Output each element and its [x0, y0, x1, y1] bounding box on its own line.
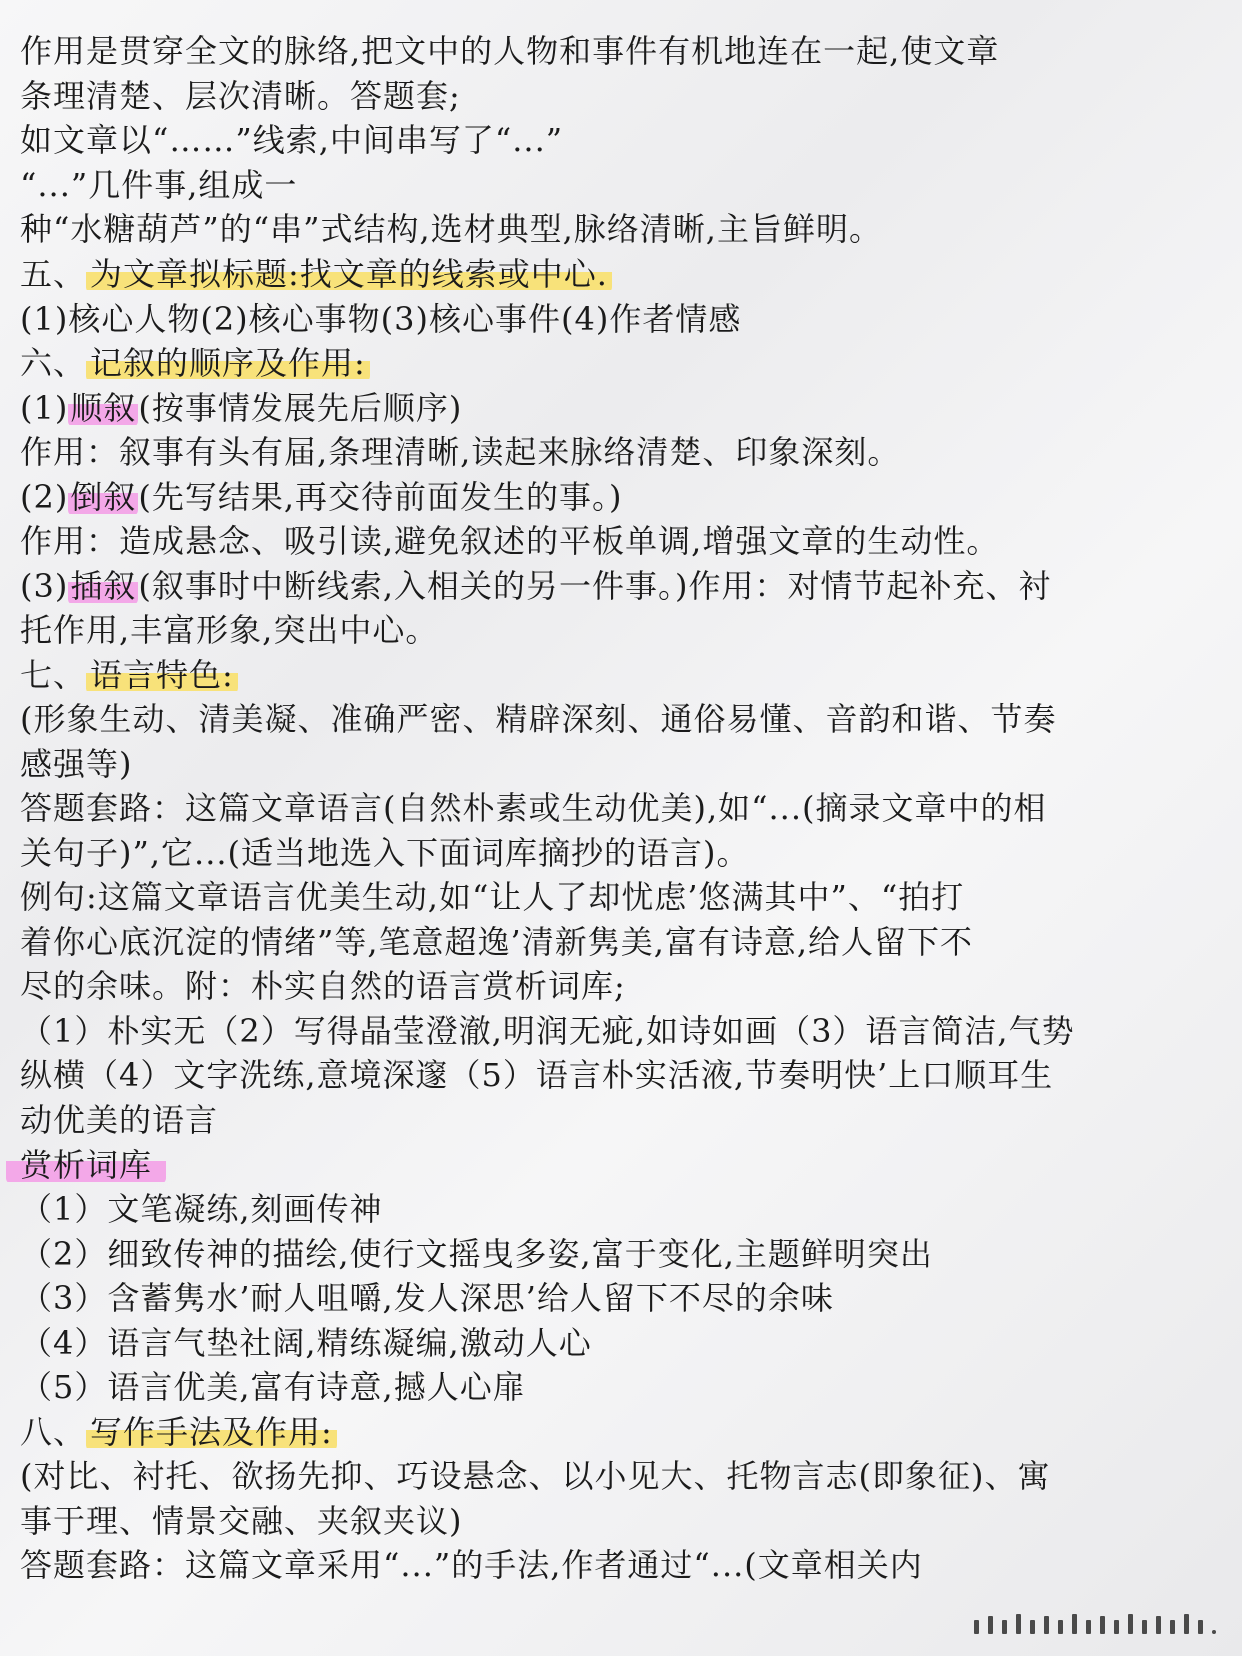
highlighted-term: 顺叙	[70, 389, 137, 427]
text-line: 作用：叙事有头有届,条理清晰,读起来脉络清楚、印象深刻。	[20, 433, 901, 471]
list-item: （4）语言气垫社阔,精练凝编,激动人心	[20, 1324, 592, 1362]
text-line: 答题套路：这篇文章采用“...”的手法,作者通过“...(文章相关内	[20, 1546, 923, 1584]
list-item: （1）文笔凝练,刻画传神	[20, 1190, 383, 1228]
section-heading-5	[20, 252, 612, 296]
heading-number: 六、	[20, 344, 87, 382]
section-heading-8	[20, 1410, 337, 1454]
item-text: (叙事时中断线索,入相关的另一件事。)作用：对情节起补充、衬	[138, 567, 1052, 605]
list-item-shunxu	[20, 386, 462, 430]
highlighted-heading: 记叙的顺序及作用:	[86, 344, 370, 382]
heading-number: 八、	[20, 1413, 87, 1451]
item-text: (按事情发展先后顺序)	[138, 389, 463, 427]
text-line: 尽的余味。附：朴实自然的语言赏析词库;	[20, 967, 626, 1005]
text-line: 作用：造成悬念、吸引读,避免叙述的平板单调,增强文章的生动性。	[20, 522, 1000, 560]
text-line: (1)核心人物(2)核心事物(3)核心事件(4)作者情感	[20, 300, 742, 338]
text-line: （1）朴实无（2）写得晶莹澄澈,明润无疵,如诗如画（3）语言简洁,气势	[20, 1012, 1075, 1050]
text-line: 纵横（4）文字洗练,意境深邃（5）语言朴实活液,节奏明快’上口顺耳生	[20, 1056, 1054, 1094]
text-line: 着你心底沉淀的情绪”等,笔意超逸’清新隽美,富有诗意,给人留下不	[20, 923, 974, 961]
text-line: 条理清楚、层次清晰。答题套;	[20, 77, 461, 115]
section-heading-7	[20, 653, 238, 697]
subheading-shangxi	[6, 1143, 166, 1187]
highlighted-term: 插叙	[70, 567, 137, 605]
text-line: 答题套路：这篇文章语言(自然朴素或生动优美),如“...(摘录文章中的相	[20, 789, 1047, 827]
highlighted-heading: 写作手法及作用:	[86, 1413, 337, 1451]
list-item: （3）含蓄隽水’耐人咀嚼,发人深思’给人留下不尽的余味	[20, 1279, 834, 1317]
item-number: (3)	[20, 567, 69, 605]
list-item-daoxu	[20, 475, 623, 519]
list-item: （2）细致传神的描绘,使行文摇曳多姿,富于变化,主题鲜明突出	[20, 1235, 933, 1273]
text-line: 动优美的语言	[20, 1101, 219, 1139]
highlighted-subheading: 赏析词库	[6, 1146, 166, 1184]
item-number: (2)	[20, 478, 69, 516]
text-line: (对比、衬托、欲扬先抑、巧设悬念、以小见大、托物言志(即象征)、寓	[20, 1457, 1051, 1495]
heading-number: 七、	[20, 656, 87, 694]
section-heading-6	[20, 341, 370, 385]
text-line: 事于理、情景交融、夹叙夹议)	[20, 1502, 463, 1540]
highlighted-heading: 为文章拟标题:找文章的线索或中心.	[86, 255, 612, 293]
highlighted-term: 倒叙	[70, 478, 137, 516]
text-line: 例句:这篇文章语言优美生动,如“让人了却忧虑’悠满其中”、“拍打	[20, 878, 965, 916]
list-item-chaxu	[20, 564, 1052, 608]
watermark-bars-icon	[974, 1614, 1216, 1634]
highlighted-heading: 语言特色:	[86, 656, 238, 694]
text-line: (形象生动、清美凝、准确严密、精辟深刻、通俗易懂、音韵和谐、节奏	[20, 700, 1057, 738]
heading-number: 五、	[20, 255, 87, 293]
text-line: 如文章以“……”线索,中间串写了“...”	[20, 121, 564, 159]
text-line: 种“水糖葫芦”的“串”式结构,选材典型,脉络清晰,主旨鲜明。	[20, 210, 882, 248]
text-line: 感强等)	[20, 745, 133, 783]
item-text: (先写结果,再交待前面发生的事。)	[138, 478, 623, 516]
text-line: 作用是贯穿全文的脉络,把文中的人物和事件有机地连在一起,使文章	[20, 32, 1000, 70]
item-number: (1)	[20, 389, 69, 427]
text-line: 托作用,丰富形象,突出中心。	[20, 611, 439, 649]
text-line: 关句子)”,它...(适当地选入下面词库摘抄的语言)。	[20, 834, 750, 872]
text-line: “...”几件事,组成一	[20, 166, 298, 204]
list-item: （5）语言优美,富有诗意,撼人心扉	[20, 1368, 526, 1406]
